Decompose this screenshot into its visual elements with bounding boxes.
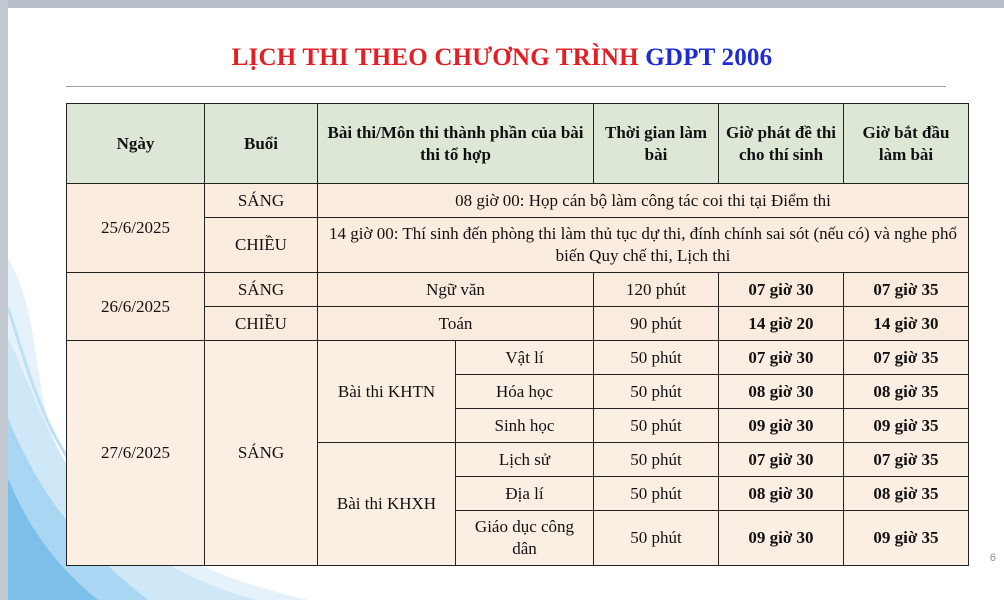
subject-cell: Vật lí bbox=[456, 341, 594, 375]
table-row bbox=[67, 184, 969, 218]
header-thoigian: Thời gian làm bài bbox=[594, 104, 719, 184]
duration-cell: 50 phút bbox=[594, 443, 719, 477]
subject-cell: Địa lí bbox=[456, 477, 594, 511]
subject-cell: Hóa học bbox=[456, 375, 594, 409]
header-baithi: Bài thi/Môn thi thành phần của bài thi tổ hợp bbox=[318, 104, 594, 184]
date-cell: 26/6/2025 bbox=[67, 273, 205, 341]
subject-cell: Toán bbox=[318, 307, 594, 341]
duration-cell: 50 phút bbox=[594, 341, 719, 375]
duration-cell: 50 phút bbox=[594, 511, 719, 566]
note-cell: 08 giờ 00: Họp cán bộ làm công tác coi thi tại Điểm thi bbox=[318, 184, 969, 218]
handout-time-cell: 07 giờ 30 bbox=[719, 443, 844, 477]
slide-title bbox=[0, 44, 1004, 72]
table-header-row bbox=[67, 104, 969, 184]
duration-cell: 50 phút bbox=[594, 375, 719, 409]
duration-cell: 50 phút bbox=[594, 477, 719, 511]
start-time-cell: 07 giờ 35 bbox=[844, 443, 969, 477]
duration-cell: 50 phút bbox=[594, 409, 719, 443]
page-number: 6 bbox=[989, 552, 996, 564]
handout-time-cell: 14 giờ 20 bbox=[719, 307, 844, 341]
window-top-bar bbox=[0, 0, 1004, 8]
session-cell: SÁNG bbox=[205, 184, 318, 218]
session-cell: CHIỀU bbox=[205, 218, 318, 273]
start-time-cell: 08 giờ 35 bbox=[844, 375, 969, 409]
group-cell: Bài thi KHTN bbox=[318, 341, 456, 443]
header-buoi: Buổi bbox=[205, 104, 318, 184]
group-cell: Bài thi KHXH bbox=[318, 443, 456, 566]
start-time-cell: 14 giờ 30 bbox=[844, 307, 969, 341]
exam-schedule-table bbox=[66, 103, 969, 566]
date-cell: 27/6/2025 bbox=[67, 341, 205, 566]
handout-time-cell: 09 giờ 30 bbox=[719, 409, 844, 443]
handout-time-cell: 07 giờ 30 bbox=[719, 341, 844, 375]
handout-time-cell: 08 giờ 30 bbox=[719, 477, 844, 511]
start-time-cell: 07 giờ 35 bbox=[844, 341, 969, 375]
date-cell: 25/6/2025 bbox=[67, 184, 205, 273]
session-cell: SÁNG bbox=[205, 341, 318, 566]
duration-cell: 90 phút bbox=[594, 307, 719, 341]
session-cell: CHIỀU bbox=[205, 307, 318, 341]
header-ngay: Ngày bbox=[67, 104, 205, 184]
subject-cell: Lịch sử bbox=[456, 443, 594, 477]
header-giophat: Giờ phát đề thi cho thí sinh bbox=[719, 104, 844, 184]
handout-time-cell: 08 giờ 30 bbox=[719, 375, 844, 409]
subject-cell: Sinh học bbox=[456, 409, 594, 443]
handout-time-cell: 07 giờ 30 bbox=[719, 273, 844, 307]
note-cell: 14 giờ 00: Thí sinh đến phòng thi làm thủ tục dự thi, đính chính sai sót (nếu có) và nghe phổ biến Quy chế thi, Lịch thi bbox=[318, 218, 969, 273]
header-giobatdau: Giờ bắt đầu làm bài bbox=[844, 104, 969, 184]
table-row bbox=[67, 273, 969, 307]
start-time-cell: 07 giờ 35 bbox=[844, 273, 969, 307]
window-left-bar bbox=[0, 0, 8, 600]
start-time-cell: 08 giờ 35 bbox=[844, 477, 969, 511]
handout-time-cell: 09 giờ 30 bbox=[719, 511, 844, 566]
start-time-cell: 09 giờ 35 bbox=[844, 409, 969, 443]
table-row bbox=[67, 341, 969, 375]
subject-cell: Giáo dục công dân bbox=[456, 511, 594, 566]
start-time-cell: 09 giờ 35 bbox=[844, 511, 969, 566]
duration-cell: 120 phút bbox=[594, 273, 719, 307]
subject-cell: Ngữ văn bbox=[318, 273, 594, 307]
session-cell: SÁNG bbox=[205, 273, 318, 307]
title-part-blue: GDPT 2006 bbox=[645, 44, 773, 71]
title-underline bbox=[66, 86, 946, 87]
title-part-red: LỊCH THI THEO CHƯƠNG TRÌNH bbox=[231, 44, 639, 71]
